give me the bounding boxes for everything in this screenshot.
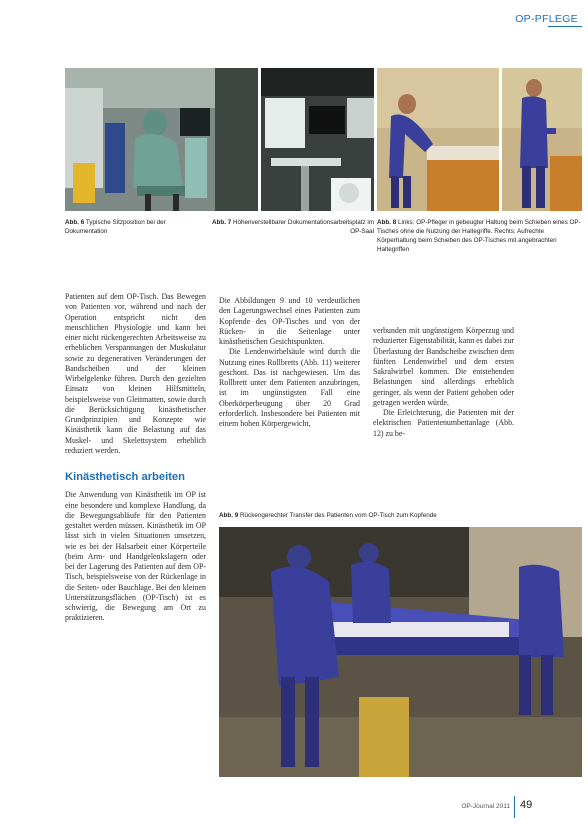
figure-9-caption — [219, 511, 539, 520]
column-3 — [373, 326, 514, 439]
figure-8-photo-right — [502, 68, 582, 211]
figure-7-text: Höhenverstellbarer Dokumentationsarbeitsplatz im OP-Saal — [232, 219, 374, 236]
figure-6-label: Abb. 6 — [65, 219, 85, 226]
figure-8-text: Links: OP-Pfleger in gebeugter Haltung beim Schieben eines OP-Tisches ohne die Nutzung der Haltegriffe. Rechts: Aufrechte Körperhaltung beim Schieben des OP-Tisches mit angebrachten Haltegriffen — [377, 219, 581, 254]
section-tag: OP-PFLEGE — [515, 13, 578, 25]
col1-paragraph-1: Patienten auf dem OP-Tisch. Das Bewegen von Patienten vor, während und nach der Operation entspricht nicht den menschlichen Physiologie und kann bei einer nicht rückengerechten Arbeitsweise zu erheblichen Verspannungen der Muskulatur sowie zu degenerativen Veränderungen der Bandscheiben und der kleinen Wirbelgelenke führen. Durch den gezielten Einsatz von kleinen Hilfsmitteln, beispielsweise von Gleitmatten, sowie durch die Berücksichtigung kinästhetischer Grundprinzipien und Konzepte wie Kinästhetik kann die Belastung auf das Muskel- und Skelettsystem erheblich reduziert werden. — [65, 292, 206, 455]
section-heading: Kinästhetisch arbeiten — [65, 471, 185, 483]
figure-7-caption — [208, 218, 374, 236]
section-rule — [548, 26, 582, 27]
footer-divider — [514, 796, 515, 818]
col1-paragraph-2: Die Anwendung von Kinästhetik im OP ist eine besondere und komplexe Handlung, da die Bewegungsabläufe für den Patienten gestaltet werden müssen. Kinästhetik im OP lässt sich in vielen Situationen umsetzen, wie es bei der Halsarbeit einer Körperteile (beim Arm- und Handgelenkslagern oder bei der Lagerung des Patienten auf dem OP-Tisch, beispielsweise von der Rückenlage in die Seiten- oder Bauchlage. Bei den kleinen Unterstützungsflächen (OP-Tisch) ist es schwierig, die Bewegung am Ort zu praktizieren. — [65, 490, 206, 623]
col2-paragraph-2: Die Lendenwirbelsäule wird durch die Nutzung eines Rollbretts (Abb. 11) weiterer geschont. Das ist nachgewiesen. Um das Rollbrett unter dem Patienten anzubringen, ist im ungünstigsten Fall eine Oberkörperbeugung über 20 Grad erforderlich. Insbesondere bei Patienten mit einem hohen Körpergewicht, — [219, 347, 360, 428]
figure-8-caption — [377, 218, 582, 254]
figure-8-label: Abb. 8 — [377, 219, 397, 226]
figure-9-text: Rückengerechter Transfer des Patienten vom OP-Tisch zum Kopfende — [240, 512, 437, 519]
figure-9-label: Abb. 9 — [219, 512, 239, 519]
journal-footer: OP-Journal 2011 — [461, 803, 510, 810]
col3-paragraph-2: Die Erleichterung, die Patienten mit der elektrischen Patientenumbettanlage (Abb. 12) zu be- — [373, 408, 514, 438]
col3-paragraph-1: verbunden mit ungünstigem Körperzug und reduzierter Eigenstabilität, kann es dabei zur Überlastung der Bandscheibe zwischen dem fünften Lendenwirbel und dem ersten Sakralwirbel kommen. Die entstehenden Belastungen sind allerdings erheblich geringer, als wenn der Patient gehoben oder getragen werden würde. — [373, 326, 514, 407]
column-2 — [219, 296, 360, 429]
figure-6-caption — [65, 218, 205, 236]
figure-7-photo — [261, 68, 374, 211]
figure-7-label: Abb. 7 — [211, 219, 232, 226]
figure-8-photo-left — [377, 68, 499, 211]
column-1 — [65, 292, 206, 624]
col2-paragraph-1: Die Abbildungen 9 und 10 verdeutlichen den Lagerungswechsel eines Patienten zum Kopfende des OP-Tisches und von der Rücken- in die Seitenlage unter kinästhetischen Gesichtspunkten. — [219, 296, 360, 346]
figure-6-text: Typische Sitzposition bei der Dokumentation — [65, 219, 166, 236]
page-number: 49 — [520, 799, 533, 811]
figure-9-photo — [219, 527, 582, 777]
figure-6-photo — [65, 68, 258, 211]
